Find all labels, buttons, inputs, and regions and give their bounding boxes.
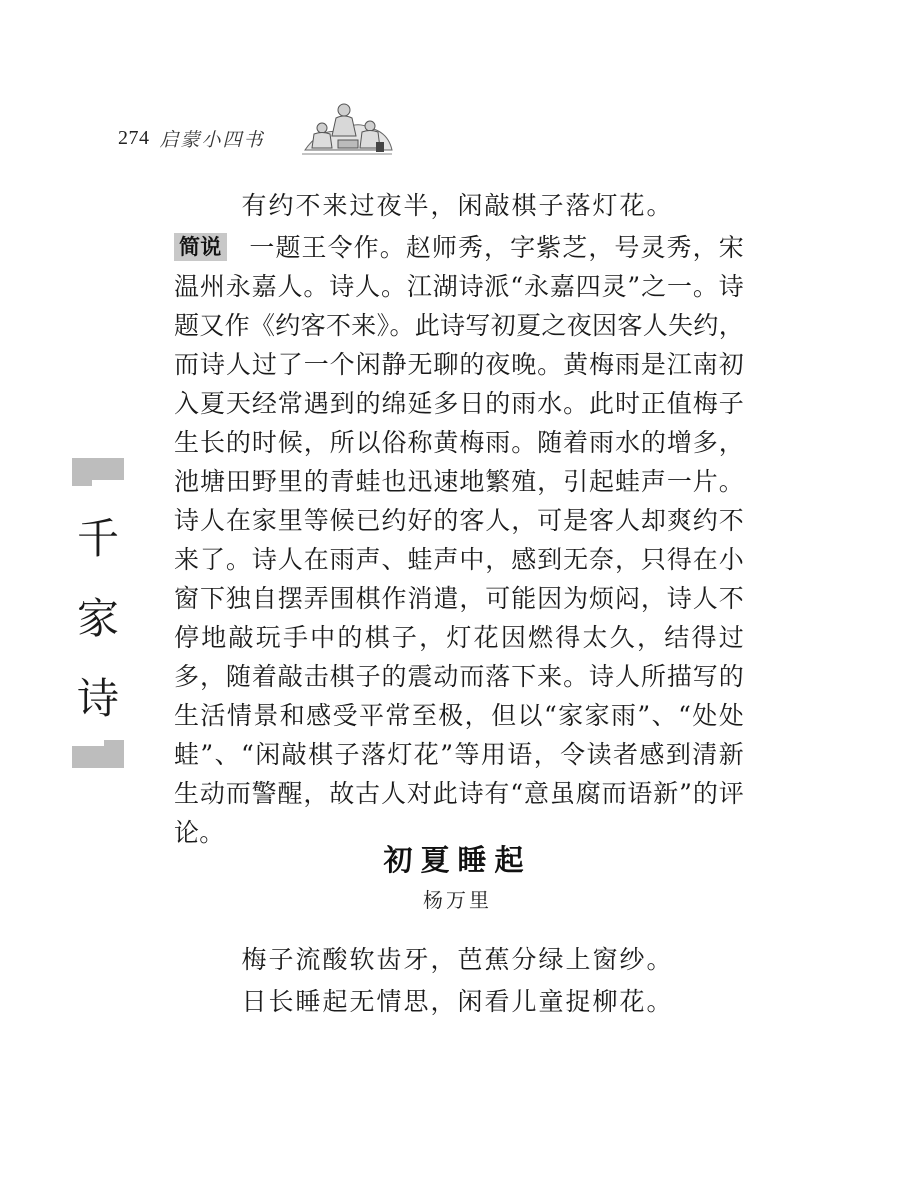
bracket-bottom-icon: [72, 740, 124, 768]
poem-line-1: 梅子流酸软齿牙，芭蕉分绿上窗纱。: [241, 945, 674, 974]
page-header: [118, 118, 265, 158]
commentary-block: [174, 228, 744, 852]
page-number: 274: [118, 126, 150, 149]
poem-line-2: 日长睡起无情思，闲看儿童捉柳花。: [241, 987, 674, 1016]
side-section-label: [72, 458, 124, 770]
side-char-2: 家: [76, 594, 119, 643]
side-char-3: 诗: [76, 674, 119, 723]
book-title: 启蒙小四书: [159, 128, 265, 151]
poem-author: 杨万里: [423, 888, 492, 912]
bracket-top-icon: [72, 458, 124, 486]
previous-poem-last-line: 有约不来过夜半，闲敲棋子落灯花。: [241, 191, 674, 220]
side-char-1: 千: [76, 514, 119, 563]
commentary-text: 一题王令作。赵师秀，字紫芝，号灵秀，宋温州永嘉人。诗人。江湖诗派“永嘉四灵”之一。诗题又作《约客不来》。此诗写初夏之夜因客人失约，而诗人过了一个闲静无聊的夜晚。黄梅雨是江南初入夏天经常遇到的绵延多日的雨水。此时正值梅子生长的时候，所以俗称黄梅雨。随着雨水的增多，池塘田野里的青蛙也迅速地繁殖，引起蛙声一片。诗人在家里等候已约好的客人，可是客人却爽约不来了。诗人在雨声、蛙声中，感到无奈，只得在小窗下独自摆弄围棋作消遣，可能因为烦闷，诗人不停地敲玩手中的棋子，灯花因燃得太久，结得过多，随着敲击棋子的震动而落下来。诗人所描写的生活情景和感受平常至极，但以“家家雨”、“处处蛙”、“闲敲棋子落灯花”等用语，令读者感到清新生动而警醒，故古人对此诗有“意虽腐而语新”的评论。: [174, 233, 744, 847]
commentary-tag: 简说: [174, 233, 227, 261]
poem-title: 初夏睡起: [383, 843, 532, 877]
scholars-illustration-icon: [300, 98, 395, 160]
